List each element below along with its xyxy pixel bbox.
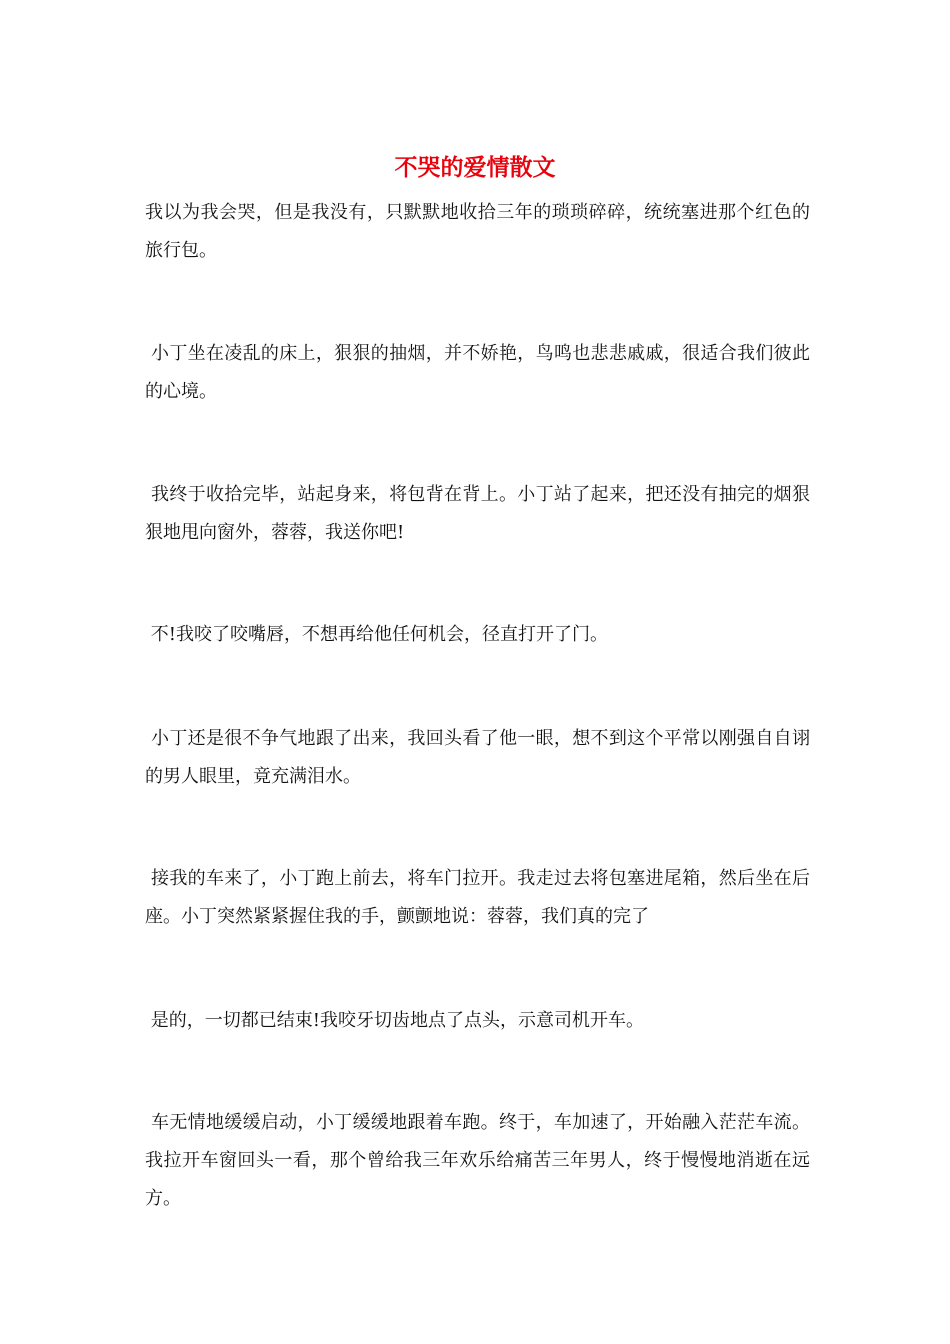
paragraph-3: 我终于收拾完毕，站起身来，将包背在背上。小丁站了起来，把还没有抽完的烟狠狠地甩向窗外，蓉蓉，我送你吧!	[145, 484, 810, 543]
paragraph-5: 小丁还是很不争气地跟了出来，我回头看了他一眼，想不到这个平常以刚强自自诩的男人眼里，竟充满泪水。	[145, 728, 810, 787]
paragraph-7: 是的，一切都已结束!我咬牙切齿地点了点头，示意司机开车。	[145, 1010, 644, 1031]
paragraph-6: 接我的车来了，小丁跑上前去，将车门拉开。我走过去将包塞进尾箱，然后坐在后座。小丁突然紧紧握住我的手，颤颤地说：蓉蓉，我们真的完了	[145, 868, 810, 927]
paragraph-1: 我以为我会哭，但是我没有，只默默地收拾三年的琐琐碎碎，统统塞进那个红色的旅行包。	[145, 202, 810, 261]
paragraph-2: 小丁坐在凌乱的床上，狠狠的抽烟，并不娇艳，鸟鸣也悲悲戚戚，很适合我们彼此的心境。	[145, 343, 810, 402]
document-title: 不哭的爱情散文	[394, 154, 556, 181]
paragraph-4: 不!我咬了咬嘴唇，不想再给他任何机会，径直打开了门。	[145, 624, 608, 645]
paragraph-8: 车无情地缓缓启动，小丁缓缓地跟着车跑。终于，车加速了，开始融入茫茫车流。我拉开车窗回头一看，那个曾给我三年欢乐给痛苦三年男人，终于慢慢地消逝在远方。	[145, 1112, 810, 1209]
